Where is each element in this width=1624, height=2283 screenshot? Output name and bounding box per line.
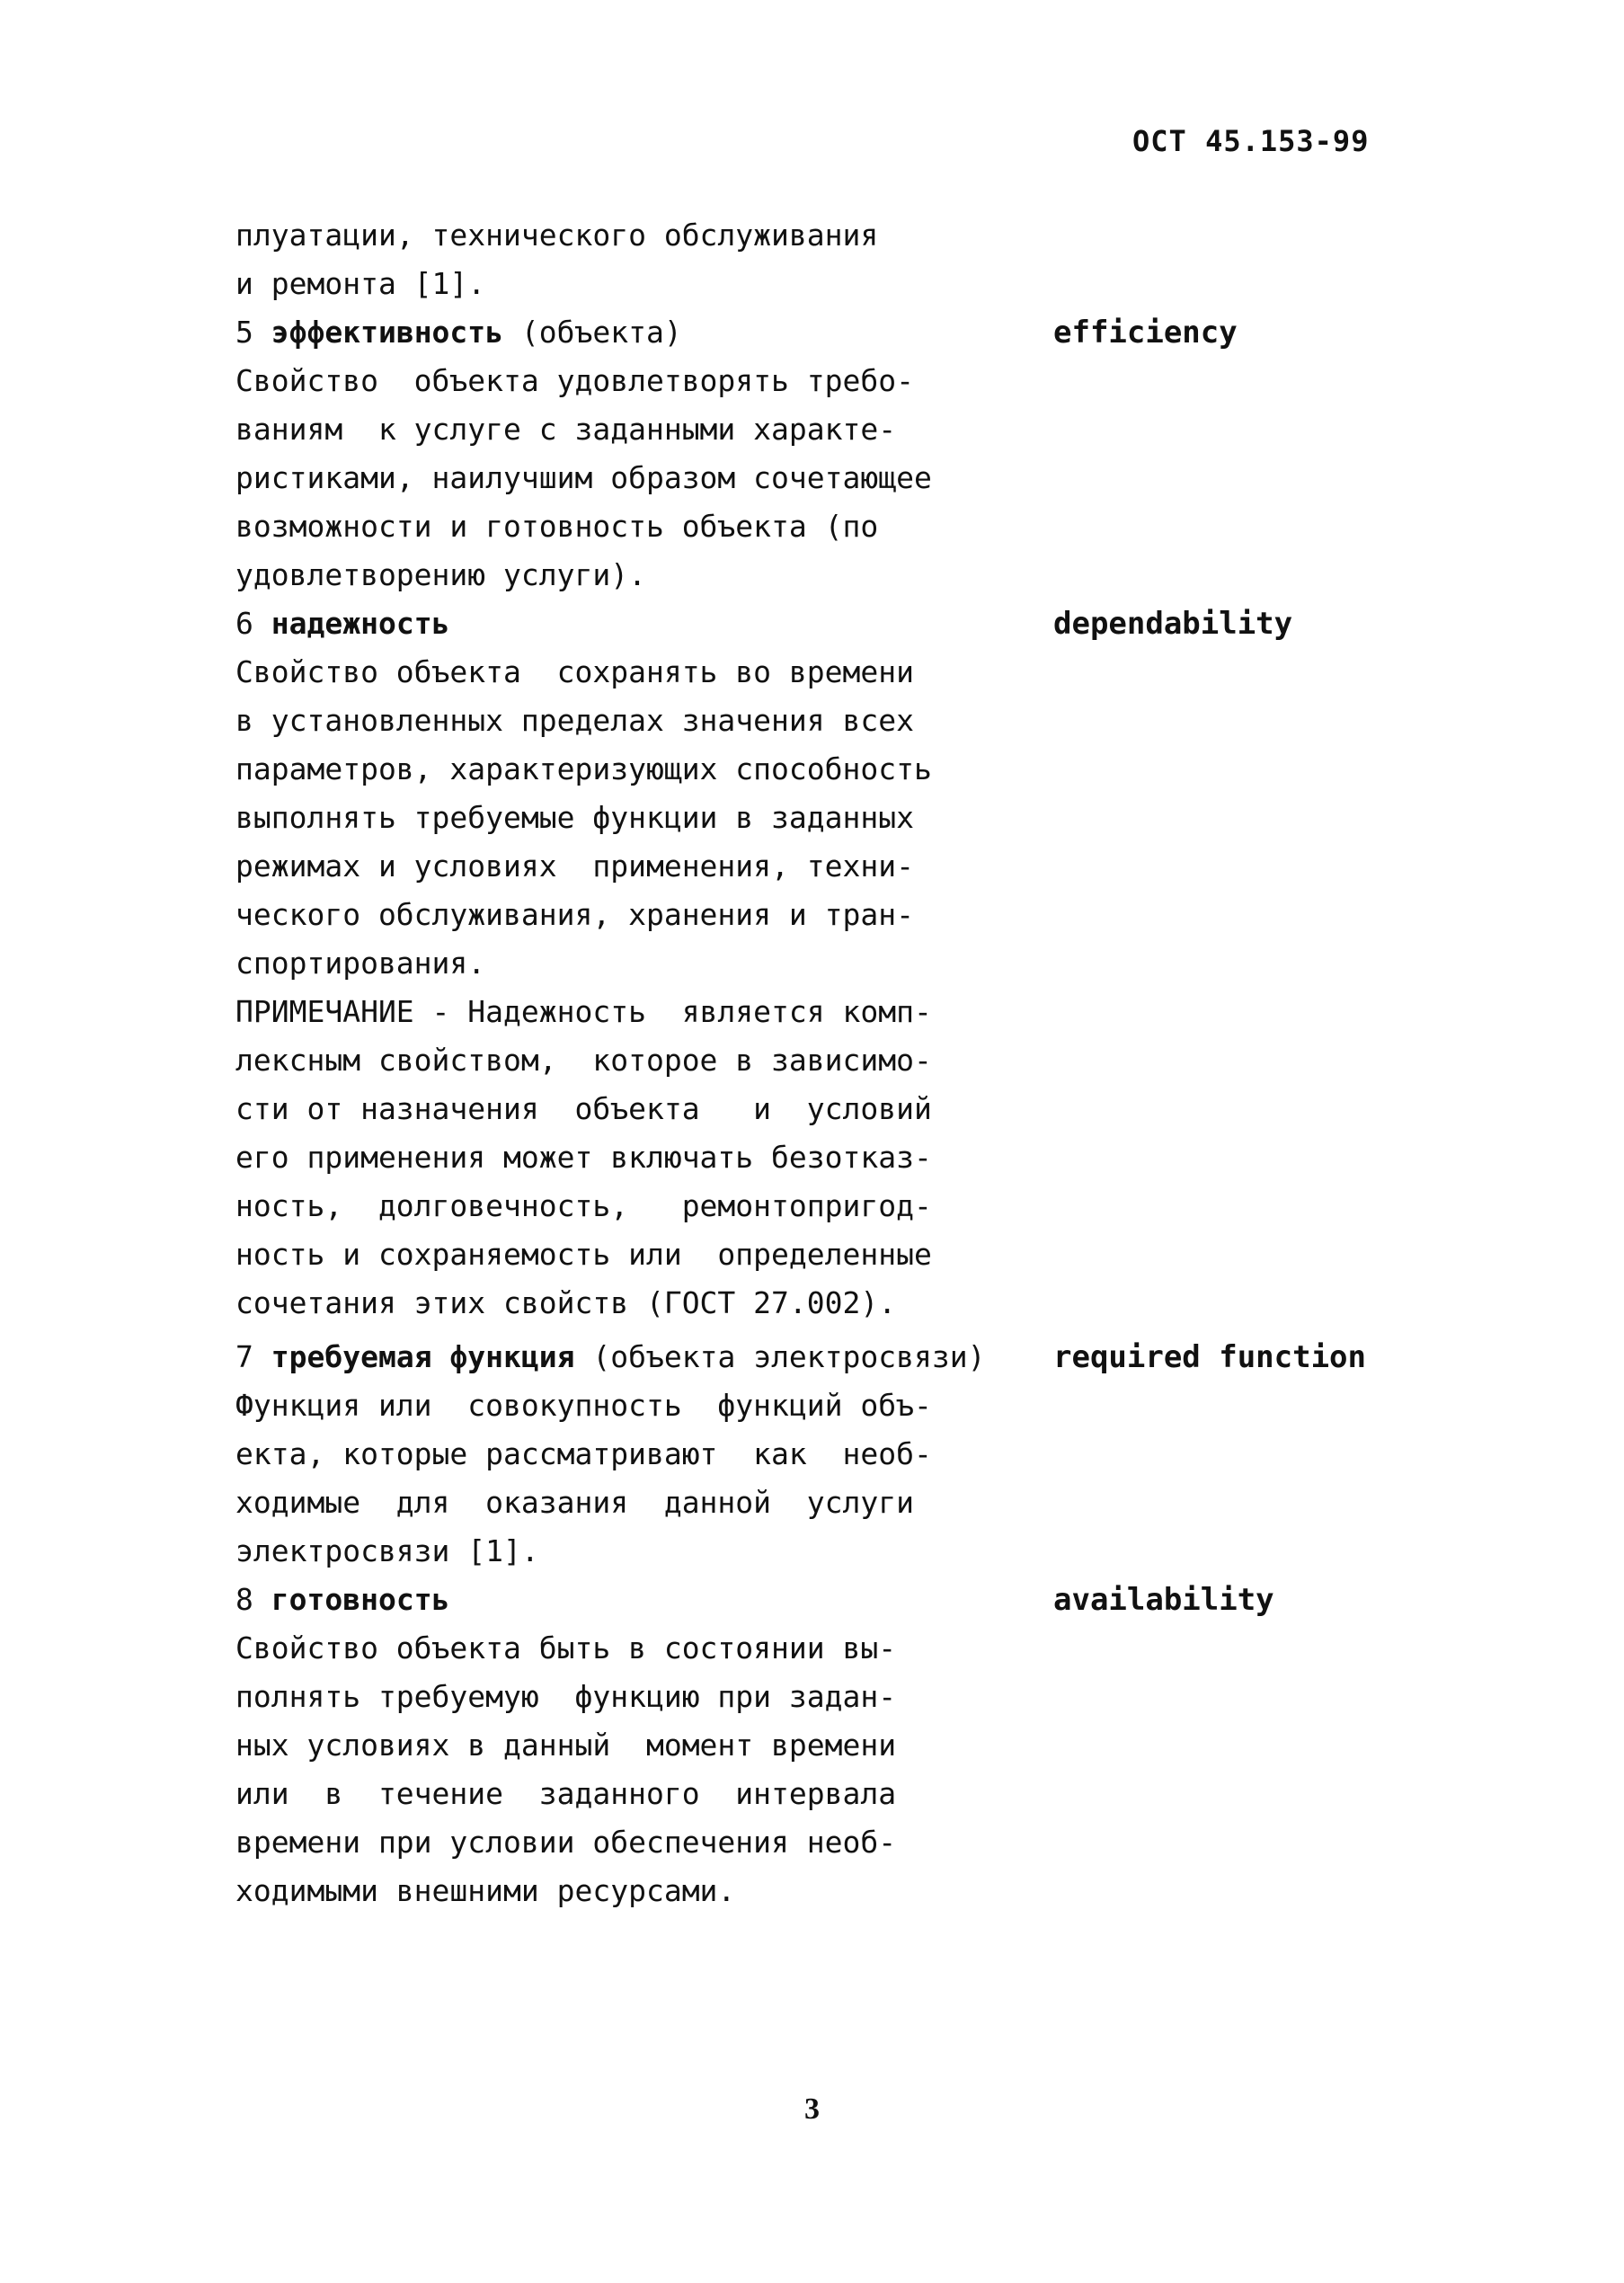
- definition-line: времени при условии обеспечения необ-: [235, 1825, 897, 1860]
- note-line: ность и сохраняемость или определенные: [235, 1237, 932, 1272]
- entry-heading: [235, 315, 682, 351]
- entry-english-term: dependability: [1053, 606, 1293, 642]
- definition-line: екта, которые рассматривают как необ-: [235, 1436, 932, 1471]
- intro-line: и ремонта [1].: [235, 266, 486, 301]
- definition-line: электросвязи [1].: [235, 1533, 539, 1568]
- definition-line: возможности и готовность объекта (по: [235, 509, 879, 544]
- definition-line: режимах и условиях применения, техни-: [235, 848, 914, 884]
- entry-qualifier: (объекта): [520, 315, 682, 350]
- note-line: его применения может включать безотказ-: [235, 1140, 932, 1175]
- definition-line: ходимые для оказания данной услуги: [235, 1485, 914, 1520]
- definition-line: параметров, характеризующих способность: [235, 751, 932, 786]
- entry-english-term: required function: [1053, 1339, 1366, 1375]
- entry-number: 5: [235, 315, 253, 350]
- entry-term: надежность: [271, 606, 450, 641]
- entry-term: эффективность: [271, 315, 504, 350]
- entry-number: 8: [235, 1582, 253, 1617]
- definition-line: Свойство объекта удовлетворять требо-: [235, 363, 914, 398]
- note-line: сти от назначения объекта и условий: [235, 1091, 932, 1126]
- entry-number: 7: [235, 1339, 253, 1374]
- definition-line: ных условиях в данный момент времени: [235, 1728, 897, 1763]
- intro-line: плуатации, технического обслуживания: [235, 218, 879, 253]
- definition-line: удовлетворению услуги).: [235, 557, 646, 592]
- entry-heading: [235, 1339, 985, 1375]
- note-line: сочетания этих свойств (ГОСТ 27.002).: [235, 1285, 897, 1320]
- entry-heading: [235, 606, 449, 642]
- definition-line: спортирования.: [235, 946, 486, 981]
- definition-line: в установленных пределах значения всех: [235, 703, 914, 738]
- document-code: ОСТ 45.153-99: [1132, 124, 1370, 158]
- entry-english-term: efficiency: [1053, 315, 1238, 351]
- definition-line: ристиками, наилучшим образом сочетающее: [235, 460, 932, 495]
- note-line: ность, долговечность, ремонтопригод-: [235, 1188, 932, 1223]
- definition-line: Свойство объекта сохранять во времени: [235, 654, 914, 689]
- page-number: 3: [804, 2092, 820, 2126]
- note-line: ПРИМЕЧАНИЕ - Надежность является комп-: [235, 994, 932, 1029]
- entry-english-term: availability: [1053, 1582, 1274, 1618]
- definition-line: Функция или совокупность функций объ-: [235, 1388, 932, 1423]
- note-line: лексным свойством, которое в зависимо-: [235, 1043, 932, 1078]
- definition-line: или в течение заданного интервала: [235, 1776, 897, 1811]
- entry-term: готовность: [271, 1582, 450, 1617]
- entry-qualifier: (объекта электросвязи): [592, 1339, 986, 1374]
- definition-line: ходимыми внешними ресурсами.: [235, 1873, 736, 1908]
- definition-line: ваниям к услуге с заданными характе-: [235, 412, 897, 447]
- definition-line: полнять требуемую функцию при задан-: [235, 1679, 897, 1714]
- entry-term: требуемая функция: [271, 1339, 575, 1374]
- entry-number: 6: [235, 606, 253, 641]
- definition-line: выполнять требуемые функции в заданных: [235, 800, 914, 835]
- definition-line: ческого обслуживания, хранения и тран-: [235, 897, 914, 932]
- definition-line: Свойство объекта быть в состоянии вы-: [235, 1630, 897, 1666]
- entry-heading: [235, 1582, 449, 1618]
